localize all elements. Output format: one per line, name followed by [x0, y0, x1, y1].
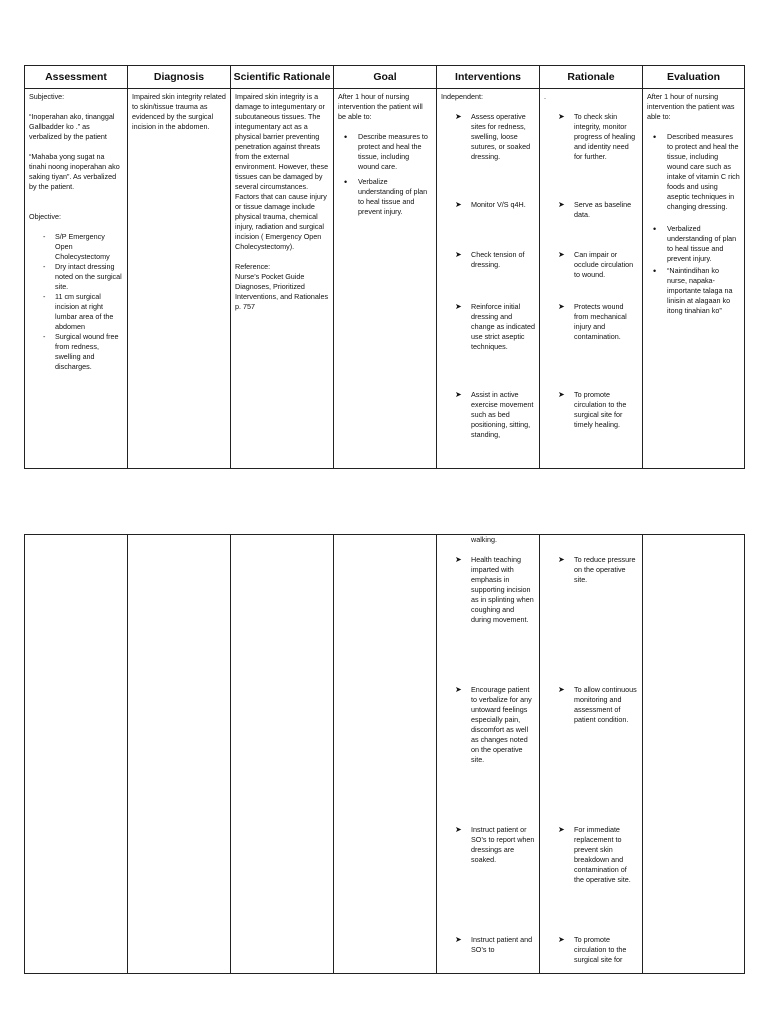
- rationale-item: ➤ For immediate replacement to prevent skin breakdown and contamination of the operative site.: [544, 825, 638, 935]
- evaluation-item: • Described measures to protect and heal the tissue, including wound care such as intake of vitamin C rich foods and using aseptic techniques in changing dressing.: [647, 132, 740, 212]
- content-row: [25, 89, 745, 469]
- scientific-rationale-text: Impaired skin integrity is a damage to integumentary or subcutaneous tissues. The integumentary act as a physical barrier preventing penetration against threats from the external environment. However, these tissues can be damaged by several circumstances. Factors that can cause injury or tissue damage include physical trauma, chemical injury, radiation and surgical incision ( Emergency Open Cholecystectomy).: [235, 92, 329, 251]
- goal-item: • Verbalize understanding of plan to heal tissue and prevent injury.: [338, 177, 432, 217]
- rationale-item: ➤ To reduce pressure on the operative site.: [544, 555, 638, 685]
- intervention-item: ➤ Instruct patient and SO’s to: [441, 935, 535, 955]
- objective-item: - Surgical wound free from redness, swelling and discharges.: [29, 332, 123, 372]
- objective-item: - Dry intact dressing noted on the surgical site.: [29, 262, 123, 292]
- evaluation-cell-continued: [643, 535, 745, 974]
- scientific-rationale-cell-continued: [231, 535, 334, 974]
- subjective-quote-2: “Mahaba yong sugat na tinahi noong inoperahan ako saking tiyan”. As verbalized by the patient.: [29, 152, 120, 191]
- header-diagnosis: Diagnosis: [128, 66, 231, 89]
- objective-item: - 11 cm surgical incision at right lumbar area of the abdomen: [29, 292, 123, 332]
- intervention-item: ➤ Assess operative sites for redness, swelling, loose sutures, or soaked dressing.: [441, 112, 535, 200]
- rationale-list: [544, 112, 638, 430]
- header-rationale: Rationale: [540, 66, 643, 89]
- care-plan-table-page2: [24, 534, 745, 974]
- intervention-item: ➤ Check tension of dressing.: [441, 250, 535, 302]
- header-interventions: Interventions: [437, 66, 540, 89]
- objective-item: - S/P Emergency Open Cholecystectomy: [29, 232, 123, 262]
- rationale-item: ➤ To allow continuous monitoring and assessment of patient condition.: [544, 685, 638, 825]
- reference-text: Nurse’s Pocket Guide Diagnoses, Prioritized Interventions, and Rationales p. 757: [235, 272, 329, 311]
- rationale-mark: .: [544, 92, 546, 101]
- diagnosis-text: Impaired skin integrity related to skin/tissue trauma as evidenced by the surgical incision in the abdomen.: [132, 92, 226, 131]
- reference-label: Reference:: [235, 262, 271, 271]
- scientific-rationale-cell: [231, 89, 334, 469]
- diagnosis-cell: [128, 89, 231, 469]
- evaluation-item: • Verbalized understanding of plan to heal tissue and prevent injury.: [647, 224, 740, 264]
- objective-label: Objective:: [29, 212, 61, 221]
- goal-cell-continued: [334, 535, 437, 974]
- interventions-list-continued: [441, 555, 535, 955]
- subjective-quote-1: “Inoperahan ako, tinanggal Gallbadder ko .” as verbalized by the patient: [29, 112, 115, 141]
- diagnosis-cell-continued: [128, 535, 231, 974]
- care-plan-table-page1: [24, 65, 745, 469]
- goal-list: [338, 132, 432, 217]
- interventions-label: Independent:: [441, 92, 483, 101]
- intervention-continued-text: walking.: [471, 535, 497, 544]
- intervention-item: ➤ Encourage patient to verbalize for any untoward feelings especially pain, discomfort as well as changes noted on the operative site.: [441, 685, 535, 825]
- interventions-cell: [437, 89, 540, 469]
- goal-item: • Describe measures to protect and heal the tissue, including wound care.: [338, 132, 432, 172]
- rationale-cell: [540, 89, 643, 469]
- intervention-item: ➤ Instruct patient or SO’s to report when dressings are soaked.: [441, 825, 535, 935]
- rationale-item: ➤ To check skin integrity, monitor progress of healing and identity need for further.: [544, 112, 638, 200]
- rationale-cell-continued: [540, 535, 643, 974]
- evaluation-list: [647, 132, 740, 316]
- assessment-cell-continued: [25, 535, 128, 974]
- objective-list: [29, 232, 123, 372]
- rationale-item: ➤ Can impair or occlude circulation to wound.: [544, 250, 638, 302]
- intervention-item: ➤ Assist in active exercise movement such as bed positioning, sitting, standing,: [441, 390, 535, 440]
- assessment-cell: [25, 89, 128, 469]
- intervention-item: ➤ Health teaching imparted with emphasis in supporting incision as in splinting when coughing and during movement.: [441, 555, 535, 685]
- evaluation-cell: [643, 89, 745, 469]
- intervention-item: ➤ Reinforce initial dressing and change as indicated use strict aseptic techniques.: [441, 302, 535, 390]
- rationale-list-continued: [544, 555, 638, 965]
- rationale-item: ➤ Protects wound from mechanical injury and contamination.: [544, 302, 638, 390]
- header-row: [25, 66, 745, 89]
- interventions-list: [441, 112, 535, 440]
- header-goal: Goal: [334, 66, 437, 89]
- goal-intro: After 1 hour of nursing intervention the patient will be able to:: [338, 92, 423, 121]
- goal-cell: [334, 89, 437, 469]
- interventions-cell-continued: [437, 535, 540, 974]
- content-row-continued: [25, 535, 745, 974]
- rationale-item: ➤ To promote circulation to the surgical site for: [544, 935, 638, 965]
- header-scientific-rationale: Scientific Rationale: [231, 66, 334, 89]
- header-assessment: Assessment: [25, 66, 128, 89]
- header-evaluation: Evaluation: [643, 66, 745, 89]
- rationale-item: ➤ Serve as baseline data.: [544, 200, 638, 250]
- subjective-label: Subjective:: [29, 92, 65, 101]
- intervention-item: ➤ Monitor V/S q4H.: [441, 200, 535, 250]
- rationale-item: ➤ To promote circulation to the surgical site for timely healing.: [544, 390, 638, 430]
- evaluation-intro: After 1 hour of nursing intervention the patient was able to:: [647, 92, 735, 121]
- evaluation-item: • “Naintindihan ko nurse, napaka-importante talaga na linisin at alagaan ko itong tinahian ko”: [647, 266, 740, 316]
